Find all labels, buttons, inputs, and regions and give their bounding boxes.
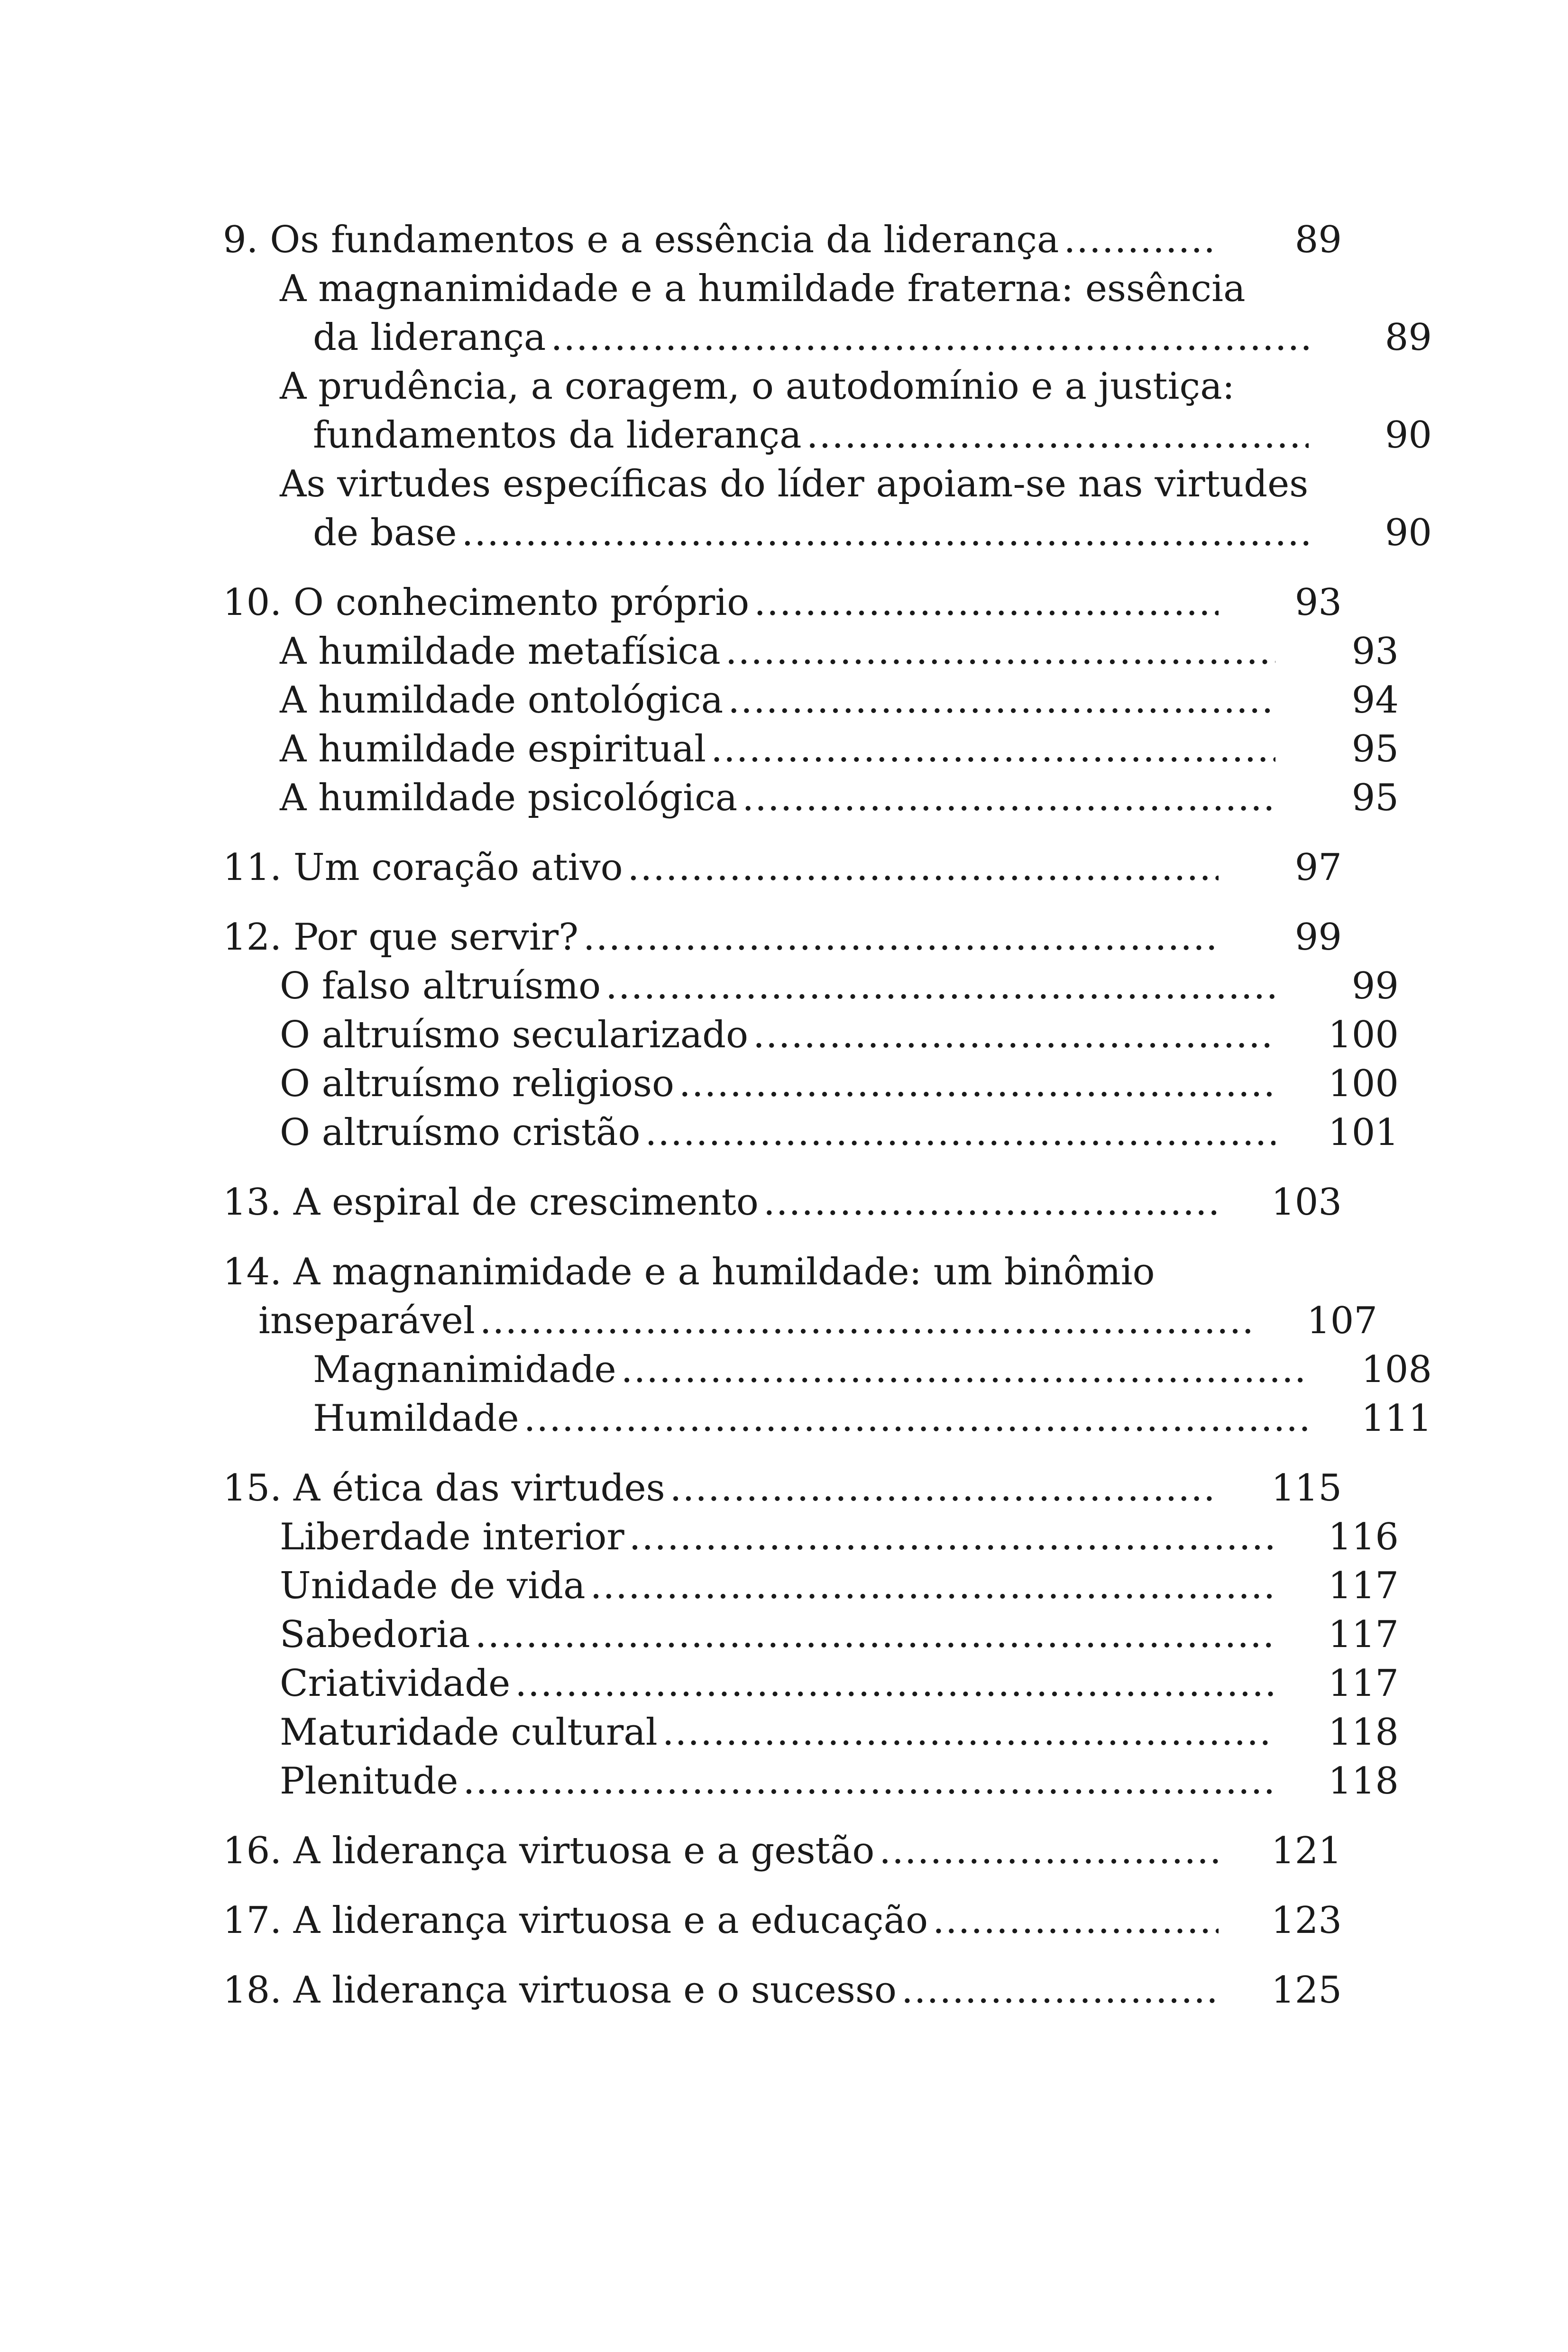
dot-leader xyxy=(742,774,1275,823)
page-number: 90 xyxy=(1385,512,1432,554)
entry-title: A humildade espiritual xyxy=(280,728,706,770)
page-number: 103 xyxy=(1271,1181,1342,1224)
entry-title: Maturidade cultural xyxy=(280,1711,658,1754)
entry-title: Liberdade interior xyxy=(280,1516,624,1558)
page-number: 121 xyxy=(1271,1830,1342,1872)
toc-entry[interactable] xyxy=(223,1297,1377,1345)
page-number: 95 xyxy=(1351,728,1399,770)
toc-entry-line[interactable] xyxy=(223,362,1399,411)
dot-leader xyxy=(480,1297,1254,1345)
toc-entry[interactable] xyxy=(223,1513,1399,1562)
toc-entry[interactable] xyxy=(223,578,1342,627)
page-number: 111 xyxy=(1361,1397,1432,1440)
entry-title: 9. Os fundamentos e a essência da liderança xyxy=(223,219,1059,261)
toc-entry[interactable] xyxy=(223,1611,1399,1659)
dot-leader xyxy=(763,1178,1219,1227)
entry-title: A humildade metafísica xyxy=(280,630,721,673)
dot-leader xyxy=(807,411,1309,460)
page-number: 100 xyxy=(1328,1062,1399,1105)
page-number: 101 xyxy=(1328,1111,1399,1154)
toc-entry[interactable] xyxy=(223,1966,1342,2015)
entry-title: 13. A espiral de crescimento xyxy=(223,1181,759,1224)
dot-leader xyxy=(515,1659,1275,1708)
dot-leader xyxy=(662,1708,1275,1757)
chapter-16 xyxy=(223,1827,1342,1876)
toc-entry-line[interactable] xyxy=(223,265,1399,313)
toc-entry[interactable] xyxy=(223,1659,1399,1708)
toc-entry-line[interactable] xyxy=(223,460,1399,509)
page-number: 99 xyxy=(1294,916,1342,959)
entry-title: Unidade de vida xyxy=(280,1565,586,1607)
page-number: 95 xyxy=(1351,777,1399,819)
entry-title: 15. A ética das virtudes xyxy=(223,1467,665,1510)
entry-title: 11. Um coração ativo xyxy=(223,846,623,889)
page-number: 125 xyxy=(1271,1969,1342,2012)
page-number: 116 xyxy=(1328,1516,1399,1558)
page-number: 115 xyxy=(1271,1467,1342,1510)
toc-entry[interactable] xyxy=(223,1178,1342,1227)
dot-leader xyxy=(645,1108,1276,1157)
entry-title-cont: da liderança xyxy=(313,316,546,359)
entry-title: Humildade xyxy=(313,1397,519,1440)
entry-title: O altruísmo religioso xyxy=(280,1062,674,1105)
toc-entry[interactable] xyxy=(223,774,1399,823)
dot-leader xyxy=(670,1464,1219,1513)
table-of-contents xyxy=(223,216,1432,2036)
page-number: 99 xyxy=(1351,965,1399,1007)
entry-title: Sabedoria xyxy=(280,1613,470,1656)
dot-leader xyxy=(583,913,1219,962)
dot-leader xyxy=(679,1060,1275,1108)
dot-leader xyxy=(728,676,1275,725)
entry-title: A humildade psicológica xyxy=(280,777,738,819)
dot-leader xyxy=(753,1011,1275,1060)
entry-title: 10. O conhecimento próprio xyxy=(223,581,750,624)
toc-entry[interactable] xyxy=(223,1394,1432,1443)
page-number: 100 xyxy=(1328,1014,1399,1056)
dot-leader xyxy=(605,962,1275,1011)
dot-leader xyxy=(550,313,1309,362)
toc-entry[interactable] xyxy=(223,1108,1399,1157)
entry-title: A magnanimidade e a humildade fraterna: essência xyxy=(280,267,1246,310)
entry-title: 17. A liderança virtuosa e a educação xyxy=(223,1899,928,1942)
page-number: 90 xyxy=(1385,414,1432,457)
entry-title-cont: de base xyxy=(313,512,457,554)
entry-title: O falso altruísmo xyxy=(280,965,601,1007)
dot-leader xyxy=(628,843,1219,892)
dot-leader xyxy=(901,1966,1219,2015)
toc-entry[interactable] xyxy=(223,962,1399,1011)
dot-leader xyxy=(933,1896,1219,1945)
chapter-11 xyxy=(223,843,1342,892)
entry-title: O altruísmo secularizado xyxy=(280,1014,749,1056)
dot-leader xyxy=(725,627,1275,676)
toc-entry[interactable] xyxy=(223,1464,1342,1513)
page-number: 107 xyxy=(1307,1300,1377,1342)
dot-leader xyxy=(462,509,1309,558)
page-number: 94 xyxy=(1351,679,1399,722)
toc-entry[interactable] xyxy=(223,676,1399,725)
page-number: 117 xyxy=(1328,1613,1399,1656)
dot-leader xyxy=(754,578,1219,627)
entry-title: 12. Por que servir? xyxy=(223,916,578,959)
dot-leader xyxy=(463,1757,1275,1806)
chapter-10 xyxy=(223,578,1399,823)
dot-leader xyxy=(590,1562,1275,1611)
entry-title: 16. A liderança virtuosa e a gestão xyxy=(223,1830,875,1872)
entry-title-cont: fundamentos da liderança xyxy=(313,414,802,457)
toc-entry[interactable] xyxy=(223,313,1432,362)
toc-entry[interactable] xyxy=(223,1827,1342,1876)
page-number: 117 xyxy=(1328,1662,1399,1705)
chapter-17 xyxy=(223,1896,1342,1945)
page-number: 89 xyxy=(1294,219,1342,261)
page-number: 97 xyxy=(1294,846,1342,889)
entry-title: 14. A magnanimidade e a humildade: um binômio xyxy=(223,1251,1155,1293)
page-number: 93 xyxy=(1351,630,1399,673)
page-number: 89 xyxy=(1385,316,1432,359)
toc-entry[interactable] xyxy=(223,1345,1432,1394)
toc-entry[interactable] xyxy=(223,627,1399,676)
chapter-18 xyxy=(223,1966,1342,2015)
chapter-14 xyxy=(223,1248,1432,1443)
chapter-12 xyxy=(223,913,1399,1157)
page-number: 93 xyxy=(1294,581,1342,624)
chapter-13 xyxy=(223,1178,1342,1227)
toc-entry[interactable] xyxy=(223,1562,1399,1611)
dot-leader xyxy=(1064,216,1219,265)
toc-entry[interactable] xyxy=(223,411,1432,460)
entry-title: Criatividade xyxy=(280,1662,511,1705)
dot-leader xyxy=(621,1345,1309,1394)
dot-leader xyxy=(475,1611,1275,1659)
dot-leader xyxy=(879,1827,1219,1876)
entry-title: O altruísmo cristão xyxy=(280,1111,641,1154)
page-number: 118 xyxy=(1328,1711,1399,1754)
entry-title: A humildade ontológica xyxy=(280,679,724,722)
toc-entry[interactable] xyxy=(223,1708,1399,1757)
toc-entry[interactable] xyxy=(223,725,1399,774)
toc-entry[interactable] xyxy=(223,509,1432,558)
toc-entry[interactable] xyxy=(223,913,1342,962)
dot-leader xyxy=(629,1513,1275,1562)
toc-entry[interactable] xyxy=(223,216,1342,265)
entry-title: 18. A liderança virtuosa e o sucesso xyxy=(223,1969,897,2012)
chapter-9 xyxy=(223,216,1432,558)
page-number: 118 xyxy=(1328,1760,1399,1803)
page-number: 117 xyxy=(1328,1565,1399,1607)
toc-entry[interactable] xyxy=(223,843,1342,892)
entry-title: As virtudes específicas do líder apoiam-se nas virtudes xyxy=(280,463,1309,505)
entry-title: Plenitude xyxy=(280,1760,458,1803)
toc-entry[interactable] xyxy=(223,1757,1399,1806)
entry-title: A prudência, a coragem, o autodomínio e a justiça: xyxy=(280,365,1235,408)
toc-entry-line[interactable] xyxy=(223,1248,1342,1297)
toc-entry[interactable] xyxy=(223,1060,1399,1108)
toc-entry[interactable] xyxy=(223,1011,1399,1060)
entry-title-cont: inseparável xyxy=(258,1300,475,1342)
page-number: 108 xyxy=(1361,1348,1432,1391)
entry-title: Magnanimidade xyxy=(313,1348,616,1391)
dot-leader xyxy=(711,725,1275,774)
dot-leader xyxy=(524,1394,1309,1443)
chapter-15 xyxy=(223,1464,1399,1806)
page-number: 123 xyxy=(1271,1899,1342,1942)
toc-entry[interactable] xyxy=(223,1896,1342,1945)
